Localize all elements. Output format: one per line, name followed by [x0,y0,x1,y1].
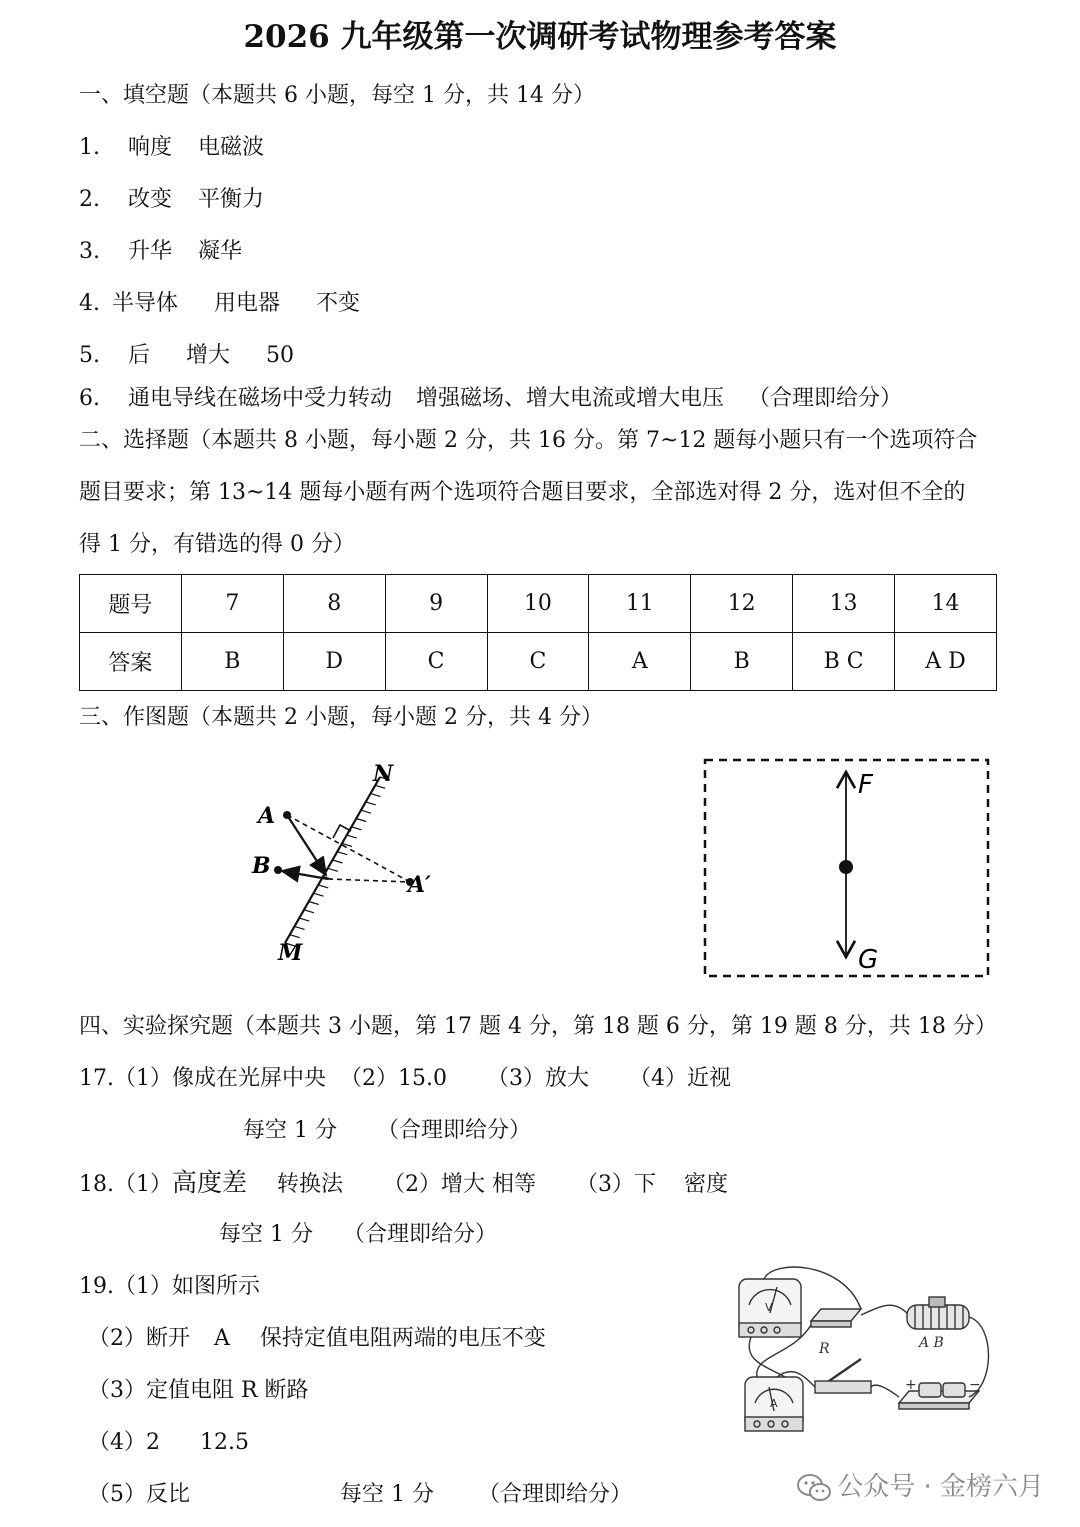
q18-part3: （2）增大 相等 [383,1172,537,1197]
answer: 改变 [128,187,173,212]
q17-line [79,1064,731,1094]
force-diagram [703,757,993,981]
hatch-mark [361,810,371,813]
q17-part2: （2）15.0 [340,1066,447,1091]
row-header: 答案 [80,633,182,691]
q18-part5: 密度 [684,1172,729,1197]
q18-part2: 转换法 [277,1172,344,1197]
note: （合理即给分） [477,1482,632,1507]
item-number: 3. [79,239,100,264]
answer-line-2 [79,185,264,215]
incident-ray [287,815,326,875]
rheostat [907,1305,969,1329]
watermark-text: 公众号 · 金榜六月 [837,1472,1044,1502]
section3-heading: 三、作图题（本题共 2 小题，每小题 2 分，共 4 分） [79,705,603,730]
item-number: 6. [79,386,100,411]
q18-line [79,1168,728,1200]
hatch-mark [309,902,319,905]
point-b [274,866,282,874]
answer: 通电导线在磁场中受力转动 [128,386,393,411]
item-number: 2. [79,187,100,212]
table-cell: 12 [691,575,793,633]
answer: 用电器 [214,291,281,316]
table-cell: D [283,633,385,691]
hatch-mark [337,852,347,855]
item-number: 1. [79,135,100,160]
wire [861,1305,907,1315]
table-cell: 10 [487,575,589,633]
answer: 50 [266,343,295,368]
answer-line-5 [79,341,294,371]
table-cell: B [181,633,283,691]
table-cell: C [385,633,487,691]
hatch-mark [352,827,362,830]
mirror-reflection-figure [240,755,440,970]
q17-note [243,1116,531,1146]
answer: 平衡力 [198,187,265,212]
table-cell: 8 [283,575,385,633]
scoring-note: 每空 1 分 [219,1222,313,1247]
answer: 升华 [128,239,173,264]
answer: 后 [128,343,151,368]
label-plus: + [905,1377,917,1393]
label-a-prime: A′ [408,872,431,898]
hatch-mark [304,910,314,913]
label-ab: A B [919,1335,944,1351]
q19-line3: （3）定值电阻 R 断路 [88,1378,309,1403]
table-row-answers [80,633,997,691]
hatch-mark [356,819,366,822]
q18-number: 18.（1） [79,1172,172,1197]
q18-part1: 高度差 [172,1168,248,1197]
q18-note [219,1220,497,1250]
label-r: R [819,1341,830,1357]
label-f: F [858,770,873,800]
q17-part1: 17.（1）像成在光屏中央 [79,1066,326,1091]
note: （合理即给分） [748,386,903,411]
label-m: M [278,940,303,966]
answer-line-1 [79,133,264,163]
label-a: A [258,803,276,829]
circuit-figure [733,1265,1003,1455]
scoring-note: 每空 1 分 [340,1482,434,1507]
answer-line-3 [79,237,242,267]
q19-part4b: 12.5 [200,1430,249,1455]
item-number: 5. [79,343,100,368]
label-g: G [858,945,879,975]
answer: 增大 [186,343,231,368]
hatch-mark [314,893,324,896]
wire [871,1385,899,1397]
item-number: 4. [79,291,100,316]
answer: 凝华 [198,239,243,264]
label-b: B [252,853,271,879]
answer-line-4 [79,289,360,319]
table-cell: 13 [793,575,895,633]
section4-heading: 四、实验探究题（本题共 3 小题，第 17 题 4 分，第 18 题 6 分，第 19 题 8 分，共 18 分） [79,1014,997,1039]
q19-line5 [88,1480,632,1510]
label-v: V [765,1301,773,1314]
answer: 不变 [316,291,361,316]
q19-part4a: （4）2 [88,1430,160,1455]
q19-part2c: 保持定值电阻两端的电压不变 [259,1326,546,1351]
extension-dashed-line [328,879,410,882]
answer-line-6 [79,384,902,414]
fixed-resistor [811,1309,861,1321]
wechat-icon [797,1473,831,1503]
perpendicular-dashed-line [287,815,410,882]
switch [815,1381,871,1393]
q18-part4: （3）下 [576,1172,657,1197]
label-n: N [373,761,394,787]
hatch-mark [371,794,381,797]
answer: 半导体 [112,291,179,316]
q19-line4 [88,1428,249,1458]
point-a [283,811,291,819]
answer-table [79,574,997,691]
answer: 响度 [128,135,173,160]
hatch-mark [347,835,357,838]
q19-part2b: A [214,1326,230,1351]
hatch-mark [328,868,338,871]
table-cell: A D [895,633,997,691]
hatch-mark [318,885,328,888]
wire [749,1337,785,1377]
answer: 电磁波 [198,135,265,160]
page-title: 2026 九年级第一次调研考试物理参考答案 [243,19,837,55]
table-cell: 14 [895,575,997,633]
row-header: 题号 [80,575,182,633]
watermark [797,1466,1044,1503]
label-minus: − [969,1377,981,1393]
table-cell: A [589,633,691,691]
note: （合理即给分） [342,1222,497,1247]
label-ammeter: A [770,1397,778,1410]
q17-part3: （3）放大 [486,1066,589,1091]
table-cell: C [487,633,589,691]
hatch-mark [295,926,305,929]
section2-heading-line2: 题目要求；第 13~14 题每小题有两个选项符合题目要求，全部选对得 2 分，选对但不全的 [79,480,966,505]
q19-part5: （5）反比 [88,1482,190,1507]
q19-line1: 19.（1）如图所示 [79,1274,260,1299]
hatch-mark [290,935,300,938]
hatch-mark [366,802,376,805]
hatch-mark [299,918,309,921]
hatch-mark [333,860,343,863]
table-cell: 7 [181,575,283,633]
scoring-note: 每空 1 分 [243,1118,337,1143]
note: （合理即给分） [376,1118,531,1143]
table-cell: 9 [385,575,487,633]
section2-heading-line3: 得 1 分，有错选的得 0 分） [79,532,355,557]
table-cell: B [691,633,793,691]
q19-part2a: （2）断开 [88,1326,190,1351]
answer: 增强磁场、增大电流或增大电压 [416,386,725,411]
center-of-mass-dot [839,860,853,874]
q19-line2 [88,1324,546,1354]
table-cell: B C [793,633,895,691]
table-row-numbers [80,575,997,633]
reflected-ray [282,871,328,879]
mirror-hatching [285,777,390,946]
section2-heading-line1: 二、选择题（本题共 8 小题，每小题 2 分，共 16 分。第 7~12 题每小题只有一个选项符合 [79,428,978,453]
section1-heading: 一、填空题（本题共 6 小题，每空 1 分，共 14 分） [79,83,595,108]
q17-part4: （4）近视 [628,1066,731,1091]
table-cell: 11 [589,575,691,633]
